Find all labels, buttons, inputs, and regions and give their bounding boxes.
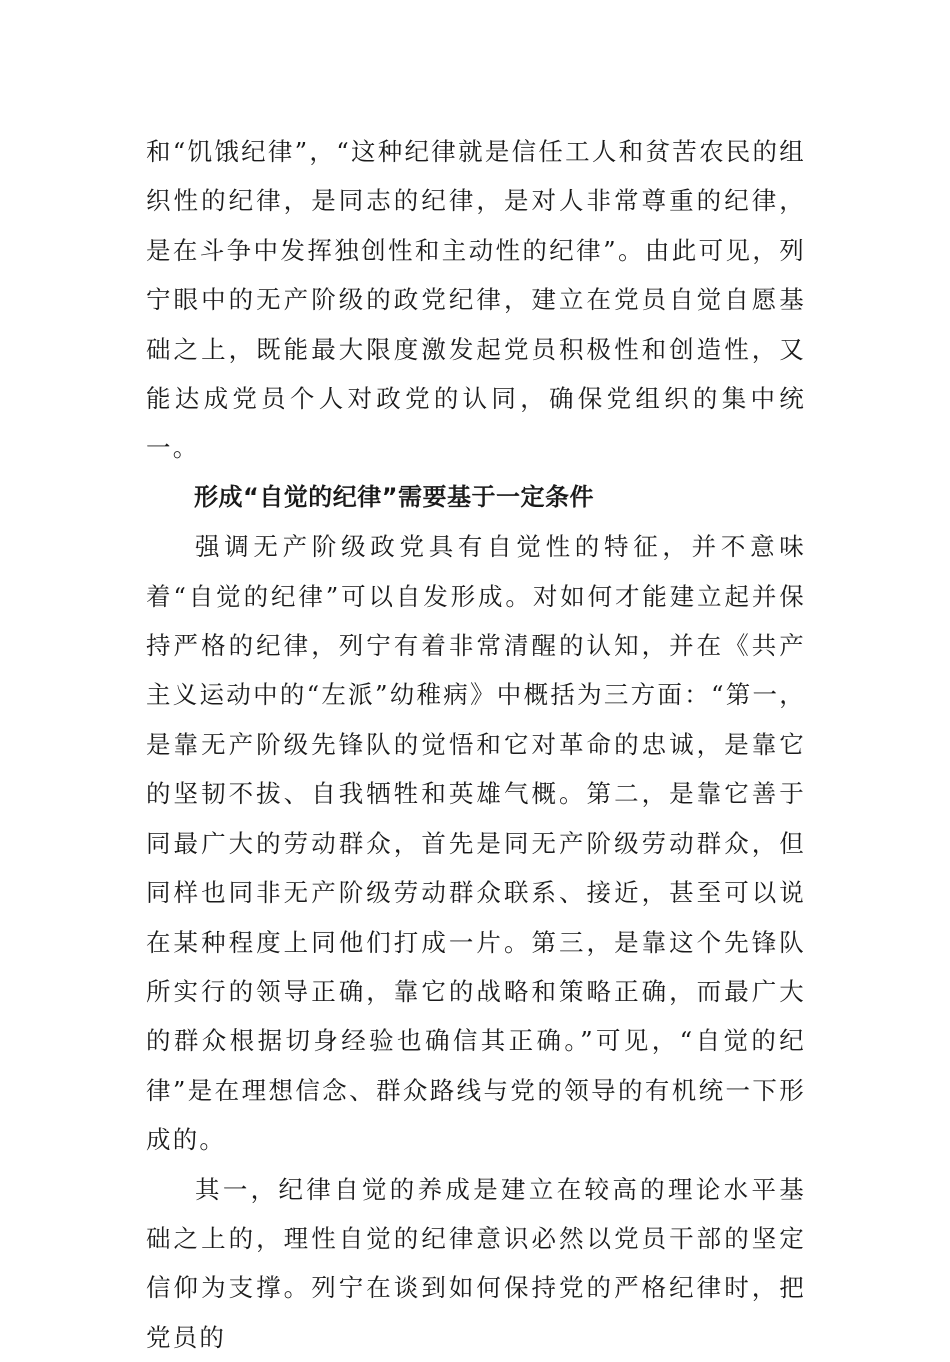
document-body bbox=[146, 127, 806, 1362]
paragraph-body: 其一，纪律自觉的养成是建立在较高的理论水平基础之上的，理性自觉的纪律意识必然以党员干部的坚定信仰为支撑。列宁在谈到如何保持党的严格纪律时，把党员的 bbox=[146, 1174, 806, 1352]
paragraph-body: 强调无产阶级政党具有自觉性的特征，并不意味着“自觉的纪律”可以自发形成。对如何才能建立起并保持严格的纪律，列宁有着非常清醒的认知，并在《共产主义运动中的“左派”幼稚病》中概括为三方面：“第一，是靠无产阶级先锋队的觉悟和它对革命的忠诚，是靠它的坚韧不拔、自我牺牲和英雄气概。第二，是靠它善于同最广大的劳动群众，首先是同无产阶级劳动群众，但同样也同非无产阶级劳动群众联系、接近，甚至可以说在某种程度上同他们打成一片。第三，是靠这个先锋队所实行的领导正确，靠它的战略和策略正确，而最广大的群众根据切身经验也确信其正确。”可见，“自觉的纪律”是在理想信念、群众路线与党的领导的有机统一下形成的。 bbox=[146, 532, 806, 1155]
paragraph-continuation: 和“饥饿纪律”，“这种纪律就是信任工人和贫苦农民的组织性的纪律，是同志的纪律，是对人非常尊重的纪律，是在斗争中发挥独创性和主动性的纪律”。由此可见，列宁眼中的无产阶级的政党纪律，建立在党员自觉自愿基础之上，既能最大限度激发起党员积极性和创造性，又能达成党员个人对政党的认同，确保党组织的集中统一。 bbox=[146, 137, 806, 463]
section-heading: 形成“自觉的纪律”需要基于一定条件 bbox=[194, 482, 595, 511]
